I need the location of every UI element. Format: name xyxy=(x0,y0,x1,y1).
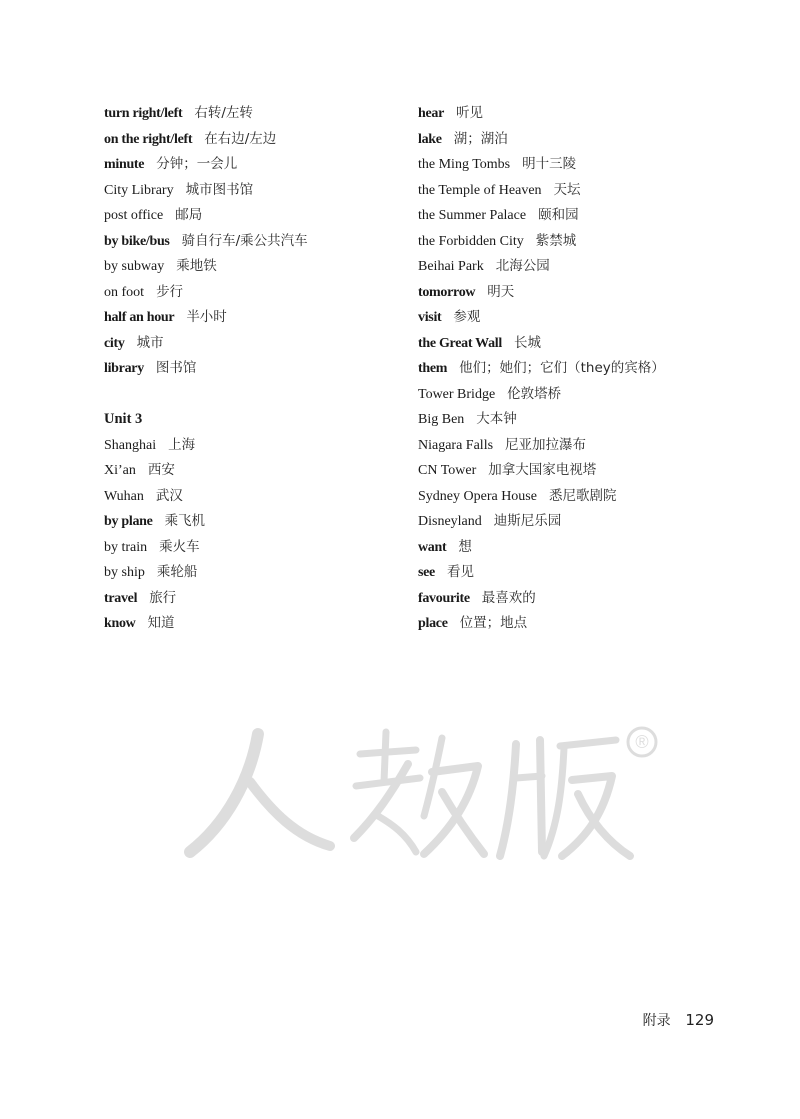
vocab-english: by ship xyxy=(104,565,145,580)
vocab-entry xyxy=(418,331,778,357)
vocab-list-a xyxy=(104,101,394,382)
vocab-entry xyxy=(104,203,394,229)
vocab-english: travel xyxy=(104,590,138,606)
vocab-entry xyxy=(104,152,394,178)
vocab-chinese: 悉尼歌剧院 xyxy=(548,487,617,504)
vocab-entry xyxy=(104,356,394,382)
vocab-entry xyxy=(418,535,778,561)
vocab-chinese: 看见 xyxy=(446,564,474,580)
vocab-entry xyxy=(104,229,394,255)
vocab-chinese: 位置；地点 xyxy=(459,615,528,631)
vocab-english: want xyxy=(418,539,447,555)
vocab-chinese: 天坛 xyxy=(553,181,581,198)
vocab-entry xyxy=(104,560,394,586)
vocab-entry xyxy=(418,433,778,459)
vocab-chinese: 听见 xyxy=(456,105,484,121)
vocab-english: the Temple of Heaven xyxy=(418,182,542,198)
vocab-english: on the right/left xyxy=(104,131,193,147)
vocab-entry xyxy=(104,254,394,280)
vocab-entry xyxy=(418,127,778,153)
publisher-watermark xyxy=(180,720,660,870)
vocab-entry xyxy=(104,280,394,306)
vocab-english: the Ming Tombs xyxy=(418,157,511,172)
vocab-entry xyxy=(104,331,394,357)
vocab-entry xyxy=(104,586,394,612)
page-footer xyxy=(643,1010,714,1030)
vocab-entry xyxy=(418,203,778,229)
vocab-chinese: 大本钟 xyxy=(476,411,517,427)
vocab-chinese: 城市 xyxy=(136,334,164,351)
vocab-chinese: 湖；湖泊 xyxy=(453,130,508,147)
vocab-english: turn right/left xyxy=(104,106,183,121)
vocab-english: visit xyxy=(418,310,442,325)
vocab-chinese: 西安 xyxy=(147,462,175,478)
vocab-english: on foot xyxy=(104,284,145,300)
vocab-entry xyxy=(418,611,778,637)
vocab-entry xyxy=(418,586,778,612)
vocab-chinese: 北海公园 xyxy=(495,258,550,274)
vocab-english: Big Ben xyxy=(418,412,465,427)
right-column xyxy=(418,101,778,637)
vocab-chinese: 上海 xyxy=(168,436,196,453)
vocab-english: by plane xyxy=(104,514,153,529)
vocab-chinese: 邮局 xyxy=(175,207,203,223)
vocab-list-c xyxy=(418,101,778,637)
vocab-chinese: 他们；她们；它们（they的宾格） xyxy=(459,360,665,376)
vocab-english: see xyxy=(418,565,435,580)
vocab-chinese: 紫禁城 xyxy=(535,232,577,249)
vocab-chinese: 步行 xyxy=(156,283,184,300)
vocab-entry xyxy=(104,611,394,637)
vocab-english: Disneyland xyxy=(418,514,482,529)
vocab-english: hear xyxy=(418,106,445,121)
vocab-chinese: 伦敦塔桥 xyxy=(507,385,562,402)
vocab-entry xyxy=(104,535,394,561)
vocab-chinese: 加拿大国家电视塔 xyxy=(488,462,597,478)
vocab-entry xyxy=(418,407,778,433)
vocab-english: tomorrow xyxy=(418,284,476,300)
vocab-chinese: 尼亚加拉瀑布 xyxy=(505,436,587,453)
vocab-chinese: 武汉 xyxy=(155,487,183,504)
vocab-entry xyxy=(418,484,778,510)
vocab-english: Niagara Falls xyxy=(418,437,494,453)
vocab-chinese: 参观 xyxy=(453,309,481,325)
vocab-english: Beihai Park xyxy=(418,259,484,274)
vocab-english: City Library xyxy=(104,182,174,198)
vocab-chinese: 明天 xyxy=(487,283,515,300)
vocab-english: half an hour xyxy=(104,310,175,325)
vocab-entry xyxy=(418,458,778,484)
vocab-chinese: 右转/左转 xyxy=(194,105,253,121)
vocab-english: the Forbidden City xyxy=(418,233,524,249)
vocab-chinese: 骑自行车/乘公共汽车 xyxy=(181,232,308,249)
vocab-chinese: 乘飞机 xyxy=(164,513,206,529)
vocab-chinese: 分钟；一会儿 xyxy=(156,156,238,172)
vocab-chinese: 长城 xyxy=(513,334,541,351)
unit-heading: Unit 3 xyxy=(104,411,143,427)
vocab-entry xyxy=(104,127,394,153)
left-column xyxy=(104,101,394,637)
vocab-english: Shanghai xyxy=(104,437,157,453)
vocab-english: by subway xyxy=(104,259,165,274)
vocab-entry xyxy=(104,509,394,535)
vocab-english: by bike/bus xyxy=(104,233,170,249)
vocab-chinese: 图书馆 xyxy=(155,360,197,376)
vocab-english: know xyxy=(104,616,136,631)
vocab-chinese: 乘轮船 xyxy=(156,564,198,580)
vocab-entry xyxy=(104,178,394,204)
vocab-entry xyxy=(418,356,778,382)
vocab-english: the Summer Palace xyxy=(418,208,527,223)
vocab-english: CN Tower xyxy=(418,463,477,478)
vocab-english: Xi’an xyxy=(104,463,136,478)
vocab-entry xyxy=(104,101,394,127)
vocab-chinese: 颐和园 xyxy=(538,207,579,223)
vocab-chinese: 在右边/左边 xyxy=(204,130,277,147)
vocab-english: minute xyxy=(104,157,145,172)
vocab-chinese: 乘地铁 xyxy=(176,258,217,274)
vocab-chinese: 城市图书馆 xyxy=(185,181,254,198)
vocab-english: by train xyxy=(104,539,148,555)
vocab-list-b xyxy=(104,433,394,637)
vocab-entry xyxy=(418,152,778,178)
vocab-entry xyxy=(104,484,394,510)
vocab-english: city xyxy=(104,335,125,351)
vocab-english: Sydney Opera House xyxy=(418,488,537,504)
vocab-entry xyxy=(418,280,778,306)
vocab-chinese: 半小时 xyxy=(186,309,227,325)
vocab-entry xyxy=(104,458,394,484)
vocab-english: library xyxy=(104,361,144,376)
vocab-english: place xyxy=(418,616,448,631)
vocab-english: lake xyxy=(418,131,442,147)
vocab-entry xyxy=(418,229,778,255)
registered-mark: ® xyxy=(635,732,649,752)
vocab-entry xyxy=(418,560,778,586)
vocab-entry xyxy=(418,509,778,535)
section-spacer xyxy=(104,382,394,408)
vocab-entry xyxy=(104,305,394,331)
vocab-chinese: 想 xyxy=(458,538,472,555)
vocab-chinese: 知道 xyxy=(147,615,175,631)
vocab-chinese: 明十三陵 xyxy=(522,156,577,172)
vocab-chinese: 最喜欢的 xyxy=(481,589,536,606)
vocab-english: post office xyxy=(104,208,164,223)
vocab-entry xyxy=(418,382,778,408)
vocab-entry xyxy=(418,254,778,280)
appendix-label: 附录 xyxy=(642,1013,671,1029)
vocab-chinese: 迪斯尼乐园 xyxy=(493,513,562,529)
vocab-entry xyxy=(418,305,778,331)
vocab-entry xyxy=(418,101,778,127)
vocab-chinese: 旅行 xyxy=(149,589,177,606)
vocab-english: favourite xyxy=(418,590,470,606)
vocab-chinese: 乘火车 xyxy=(159,538,200,555)
vocab-english: Wuhan xyxy=(104,488,144,504)
vocab-english: them xyxy=(418,361,448,376)
page-number: 129 xyxy=(685,1011,714,1029)
vocab-english: the Great Wall xyxy=(418,335,502,351)
vocab-entry xyxy=(418,178,778,204)
vocab-entry xyxy=(104,433,394,459)
vocab-english: Tower Bridge xyxy=(418,386,496,402)
